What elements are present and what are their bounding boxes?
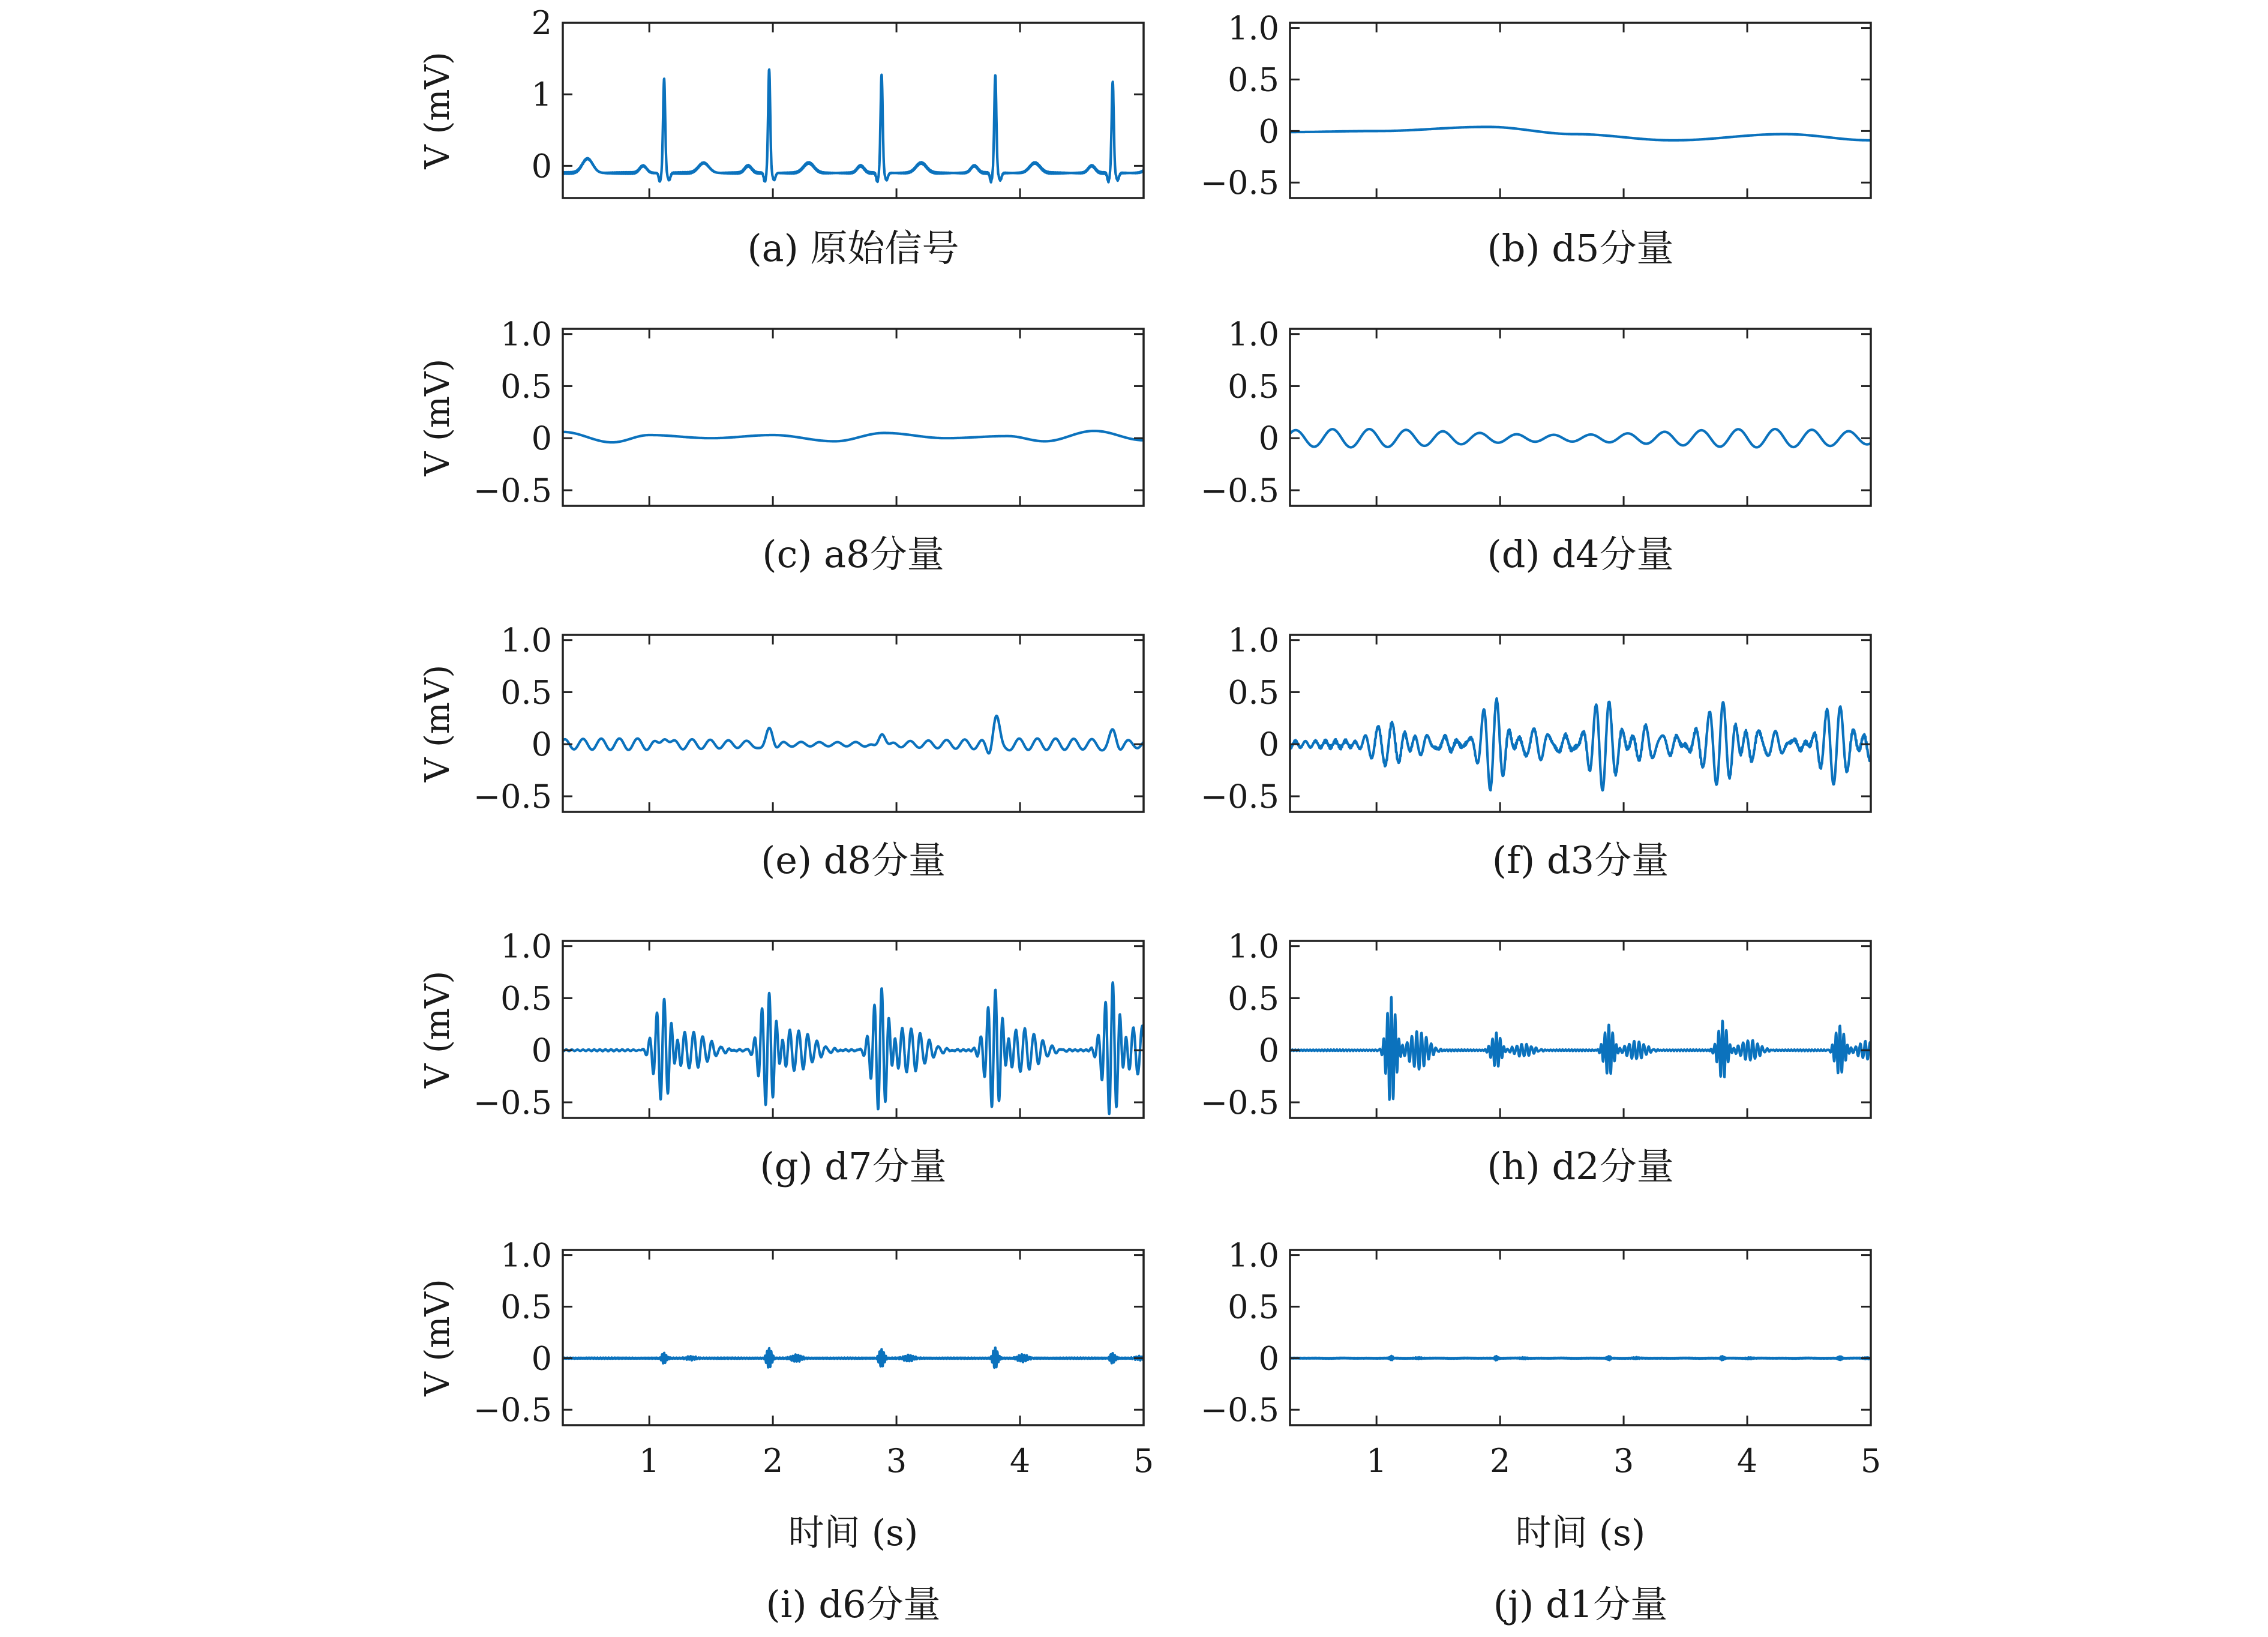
plot-frame-d (1290, 329, 1871, 506)
x-tick-label-i-0: 1 (638, 1442, 660, 1480)
series-line-i (563, 1348, 1144, 1368)
panel-g (418, 928, 1144, 1188)
y-tick-label-i-0: −0.5 (473, 1391, 552, 1429)
series-line-c (563, 431, 1144, 442)
y-axis-label-c: V (mV) (418, 358, 457, 476)
y-axis-label-a: V (mV) (418, 52, 457, 169)
y-axis-label-e: V (mV) (418, 664, 457, 782)
panel-caption-a: (a) 原始信号 (747, 226, 959, 270)
y-tick-label-i-3: 1.0 (500, 1236, 552, 1275)
plot-frame-g (563, 941, 1144, 1118)
plot-frame-i (563, 1250, 1144, 1425)
y-tick-label-j-2: 0.5 (1228, 1288, 1279, 1326)
panel-e (418, 622, 1144, 882)
y-tick-label-e-2: 0.5 (500, 673, 552, 712)
y-axis-label-g: V (mV) (418, 970, 457, 1089)
y-tick-label-g-3: 1.0 (500, 927, 552, 966)
y-tick-label-g-1: 0 (531, 1032, 552, 1070)
plot-frame-e (563, 635, 1144, 812)
y-tick-label-b-0: −0.5 (1200, 164, 1279, 202)
y-tick-label-b-1: 0 (1258, 112, 1279, 151)
y-tick-label-c-2: 0.5 (500, 367, 552, 406)
x-tick-label-i-2: 3 (886, 1442, 907, 1480)
series-line-h (1290, 997, 1871, 1100)
series-line-e (563, 716, 1144, 754)
panel-caption-f: (f) d3分量 (1492, 838, 1669, 882)
x-tick-label-j-3: 4 (1736, 1442, 1758, 1480)
panel-caption-j: (j) d1分量 (1493, 1582, 1668, 1626)
y-axis-label-i: V (mV) (418, 1279, 457, 1396)
plot-frame-h (1290, 941, 1871, 1118)
series-line-a (563, 70, 1144, 182)
x-tick-label-j-0: 1 (1366, 1442, 1387, 1480)
y-tick-label-h-3: 1.0 (1228, 927, 1279, 966)
y-tick-label-d-0: −0.5 (1200, 471, 1279, 509)
plot-frame-c (563, 329, 1144, 506)
panel-d (1201, 316, 1871, 576)
y-tick-label-f-1: 0 (1258, 725, 1279, 764)
series-line-j (1290, 1356, 1871, 1360)
y-tick-label-h-0: −0.5 (1200, 1083, 1279, 1122)
series-line-b (1290, 127, 1871, 140)
series-line-f (1290, 698, 1871, 790)
y-tick-label-g-0: −0.5 (473, 1083, 552, 1122)
y-tick-label-f-0: −0.5 (1200, 777, 1279, 815)
y-tick-label-f-3: 1.0 (1228, 621, 1279, 659)
x-tick-label-j-4: 5 (1860, 1442, 1882, 1480)
y-tick-label-a-2: 2 (531, 4, 552, 42)
panel-b (1201, 10, 1871, 270)
y-tick-label-a-0: 0 (531, 147, 552, 185)
y-tick-label-f-2: 0.5 (1228, 673, 1279, 712)
y-tick-label-g-2: 0.5 (500, 979, 552, 1018)
x-tick-label-j-2: 3 (1613, 1442, 1634, 1480)
panel-caption-b: (b) d5分量 (1487, 226, 1674, 270)
panel-c (418, 316, 1144, 576)
x-tick-label-i-1: 2 (762, 1442, 784, 1480)
panel-i (418, 1237, 1154, 1626)
plot-frame-f (1290, 635, 1871, 812)
y-tick-label-e-3: 1.0 (500, 621, 552, 659)
panel-caption-c: (c) a8分量 (762, 532, 944, 576)
y-tick-label-c-0: −0.5 (473, 471, 552, 509)
plot-frame-j (1290, 1250, 1871, 1425)
y-tick-label-e-1: 0 (531, 725, 552, 764)
y-tick-label-i-2: 0.5 (500, 1288, 552, 1326)
series-line-g (563, 982, 1144, 1114)
panel-caption-d: (d) d4分量 (1487, 532, 1674, 576)
y-tick-label-d-1: 0 (1258, 419, 1279, 458)
panel-f (1201, 622, 1871, 882)
y-tick-label-h-1: 0 (1258, 1032, 1279, 1070)
x-tick-label-i-4: 5 (1133, 1442, 1154, 1480)
panel-caption-e: (e) d8分量 (761, 838, 946, 882)
y-tick-label-h-2: 0.5 (1228, 979, 1279, 1018)
y-tick-label-b-2: 0.5 (1228, 61, 1279, 99)
y-tick-label-d-3: 1.0 (1228, 315, 1279, 353)
y-tick-label-j-0: −0.5 (1200, 1391, 1279, 1429)
y-tick-label-j-3: 1.0 (1228, 1236, 1279, 1275)
y-tick-label-b-3: 1.0 (1228, 9, 1279, 47)
x-axis-label-j: 时间 (s) (1515, 1512, 1646, 1554)
x-tick-label-i-3: 4 (1009, 1442, 1031, 1480)
x-tick-label-j-1: 2 (1489, 1442, 1511, 1480)
panel-caption-g: (g) d7分量 (760, 1144, 947, 1188)
series-line-d (1290, 429, 1871, 448)
y-tick-label-c-1: 0 (531, 419, 552, 458)
y-tick-label-j-1: 0 (1258, 1339, 1279, 1378)
y-tick-label-d-2: 0.5 (1228, 367, 1279, 406)
panel-caption-h: (h) d2分量 (1487, 1144, 1674, 1188)
panel-h (1201, 928, 1871, 1188)
plot-frame-b (1290, 23, 1871, 198)
panel-caption-i: (i) d6分量 (766, 1582, 941, 1626)
y-tick-label-a-1: 1 (531, 76, 552, 114)
x-axis-label-i: 时间 (s) (788, 1512, 919, 1554)
y-tick-label-c-3: 1.0 (500, 315, 552, 353)
y-tick-label-i-1: 0 (531, 1339, 552, 1378)
panel-j (1201, 1237, 1881, 1626)
panel-a (418, 4, 1144, 270)
y-tick-label-e-0: −0.5 (473, 777, 552, 815)
